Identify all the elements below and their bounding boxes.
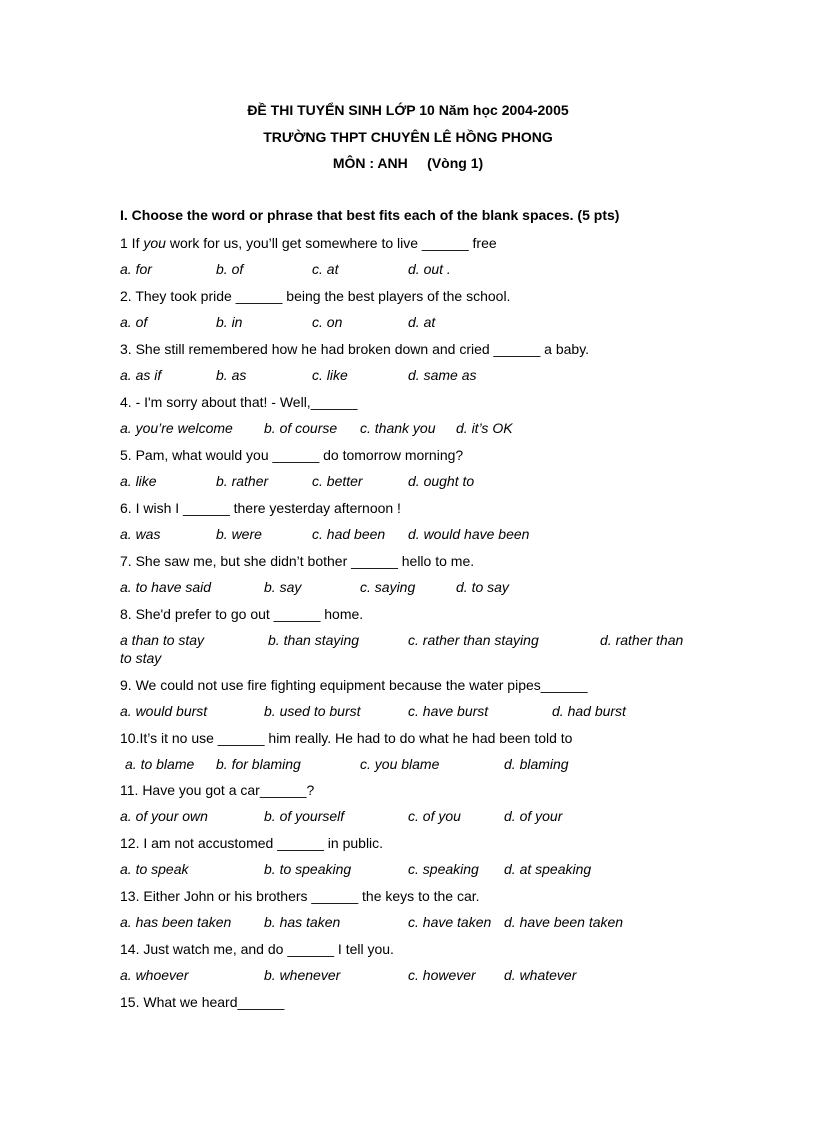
option-d: d. same as <box>408 367 477 383</box>
option-a: a. would burst <box>120 703 208 719</box>
option-c: c. better <box>312 473 363 489</box>
option-d: d. had burst <box>552 703 626 719</box>
option-c: c. rather than staying <box>408 632 539 648</box>
option-d: d. to say <box>456 579 509 595</box>
subject-round: MÔN : ANH (Vòng 1) <box>332 155 484 171</box>
question-15: 15. What we heard______ <box>120 994 285 1010</box>
option-c: c. speaking <box>408 861 479 877</box>
option-d: d. at speaking <box>504 861 592 877</box>
question-13: 13. Either John or his brothers ______ the keys to the car. <box>120 888 480 904</box>
question-3: 3. She still remembered how he had broken down and cried ______ a baby. <box>120 341 590 357</box>
option-c: c. at <box>312 261 339 277</box>
question-2: 2. They took pride ______ being the best players of the school. <box>120 288 511 304</box>
option-c: c. had been <box>312 526 386 542</box>
option-a: a. whoever <box>120 967 189 983</box>
question-6: 6. I wish I ______ there yesterday afternoon ! <box>120 500 401 516</box>
option-a: a. to blame <box>125 756 195 772</box>
option-b: b. used to burst <box>264 703 361 719</box>
option-d: d. at <box>408 314 436 330</box>
option-d-continuation: to stay <box>120 650 162 666</box>
option-b: b. than staying <box>268 632 360 648</box>
option-d: d. would have been <box>408 526 530 542</box>
question-text: work for us, you’ll get somewhere to live ______ free <box>165 235 497 251</box>
option-c: c. saying <box>360 579 416 595</box>
section-heading: I. Choose the word or phrase that best fits each of the blank spaces. (5 pts) <box>120 207 620 223</box>
exam-title: ĐỀ THI TUYỂN SINH LỚP 10 Năm học 2004-2005 <box>247 102 569 118</box>
option-b: b. for blaming <box>216 756 301 772</box>
question-text: 1 If <box>120 235 144 251</box>
option-a: a. of <box>120 314 148 330</box>
option-a: a. as if <box>120 367 162 383</box>
question-emphasis: you <box>143 235 166 251</box>
option-a: a. of your own <box>120 808 208 824</box>
option-d: d. of your <box>504 808 563 824</box>
question-4: 4. - I'm sorry about that! - Well,______ <box>120 394 358 410</box>
option-b: b. rather <box>216 473 269 489</box>
school-name: TRƯỜNG THPT CHUYÊN LÊ HỒNG PHONG <box>263 129 553 145</box>
option-a: a than to stay <box>120 632 205 648</box>
question-8: 8. She'd prefer to go out ______ home. <box>120 606 364 622</box>
question-12: 12. I am not accustomed ______ in public. <box>120 835 384 851</box>
option-b: b. has taken <box>264 914 341 930</box>
option-d: d. rather than <box>600 632 684 648</box>
option-b: b. of yourself <box>264 808 345 824</box>
option-c: c. thank you <box>360 420 436 436</box>
option-c: c. on <box>312 314 343 330</box>
option-d: d. whatever <box>504 967 577 983</box>
option-c: c. you blame <box>360 756 440 772</box>
option-b: b. to speaking <box>264 861 352 877</box>
option-b: b. were <box>216 526 262 542</box>
question-11: 11. Have you got a car______? <box>120 782 315 798</box>
option-b: b. in <box>216 314 243 330</box>
question-1 <box>120 235 497 251</box>
option-b: b. say <box>264 579 302 595</box>
option-b: b. as <box>216 367 247 383</box>
option-a: a. like <box>120 473 157 489</box>
option-c: c. have taken <box>408 914 492 930</box>
option-d: d. ought to <box>408 473 475 489</box>
option-d: d. it’s OK <box>456 420 513 436</box>
option-d: d. blaming <box>504 756 569 772</box>
question-5: 5. Pam, what would you ______ do tomorrow morning? <box>120 447 464 463</box>
option-c: c. however <box>408 967 476 983</box>
option-a: a. was <box>120 526 161 542</box>
option-a: a. for <box>120 261 152 277</box>
option-b: b. whenever <box>264 967 341 983</box>
option-c: c. of you <box>408 808 461 824</box>
option-c: c. have burst <box>408 703 489 719</box>
option-a: a. to speak <box>120 861 189 877</box>
option-d: d. out . <box>408 261 451 277</box>
option-a: a. to have said <box>120 579 212 595</box>
question-14: 14. Just watch me, and do ______ I tell you. <box>120 941 394 957</box>
option-b: b. of <box>216 261 244 277</box>
option-d: d. have been taken <box>504 914 624 930</box>
option-b: b. of course <box>264 420 338 436</box>
option-c: c. like <box>312 367 348 383</box>
question-7: 7. She saw me, but she didn’t bother ______ hello to me. <box>120 553 475 569</box>
option-a: a. has been taken <box>120 914 232 930</box>
option-a: a. you’re welcome <box>120 420 233 436</box>
question-9: 9. We could not use fire fighting equipment because the water pipes______ <box>120 677 588 693</box>
question-10: 10.It’s it no use ______ him really. He had to do what he had been told to <box>120 730 573 746</box>
